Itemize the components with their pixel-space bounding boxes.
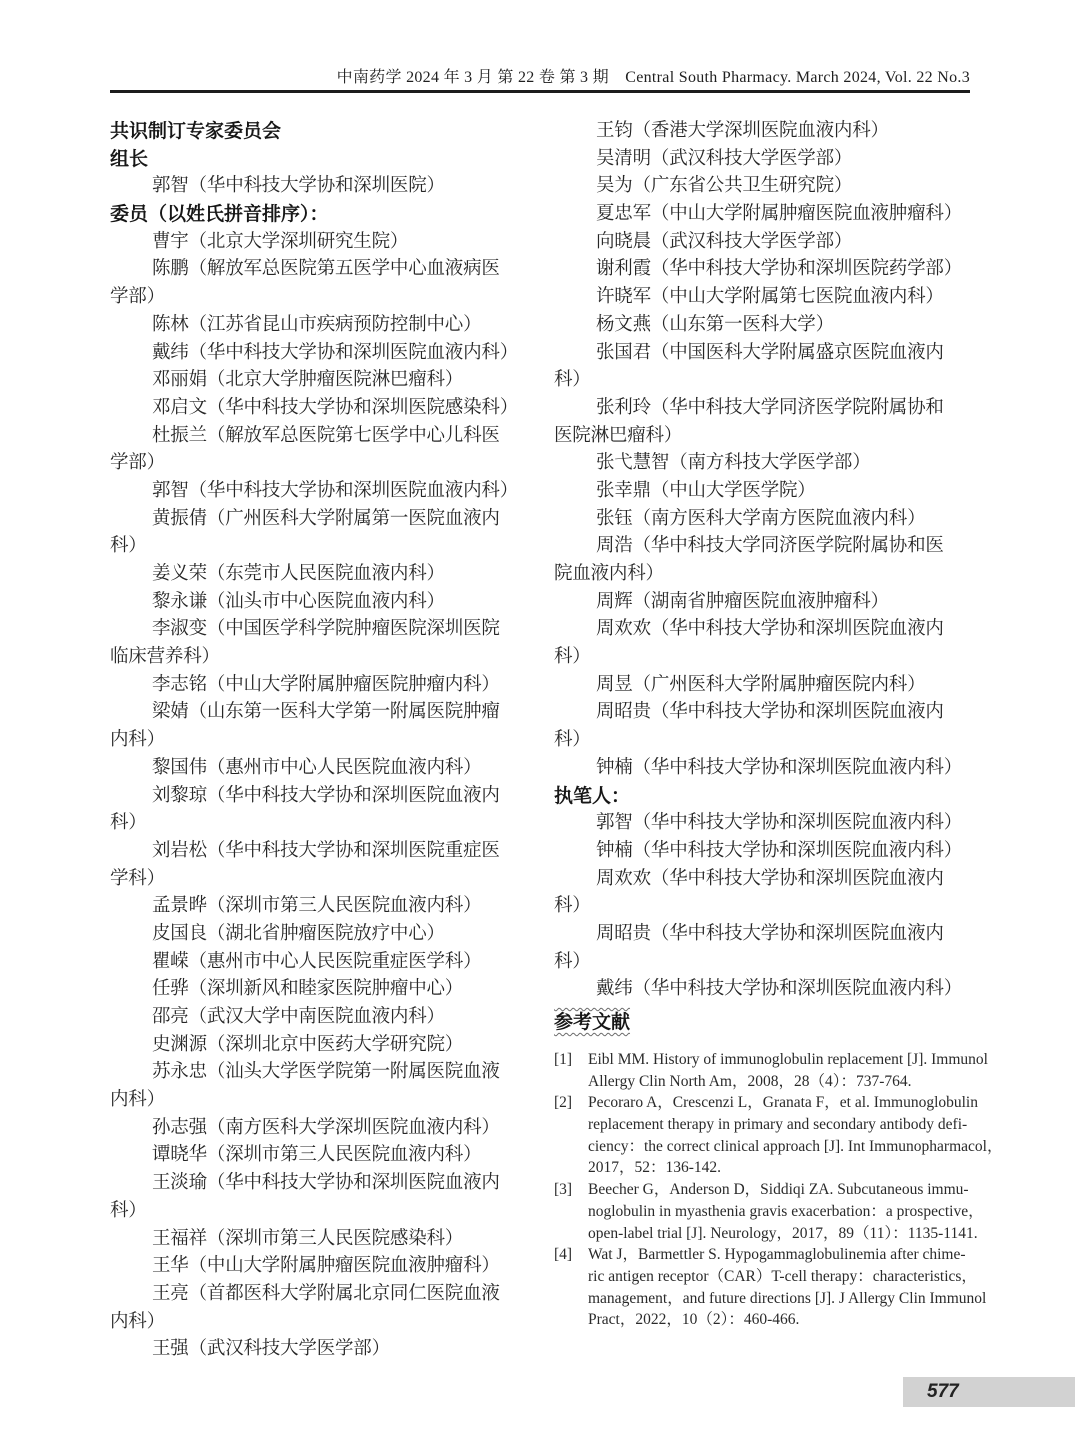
references-section <box>554 1010 1003 1331</box>
text-line: 内科） <box>110 1090 165 1111</box>
text-line: 科） <box>554 896 591 917</box>
text-line: 向晓晨（武汉科技大学医学部） <box>596 231 853 252</box>
text-line: 史渊源（深圳北京中医药大学研究院） <box>152 1034 464 1055</box>
reference-number: [3] <box>554 1181 573 1199</box>
text-line: 王亮（首都医科大学附属北京同仁医院血液 <box>152 1283 500 1304</box>
text-line: 科） <box>554 730 591 751</box>
text-line: 黎永谦（汕头市中心医院血液内科） <box>152 591 445 612</box>
text-line: 共识制订专家委员会 <box>110 121 282 142</box>
text-line: 邵亮（武汉大学中南医院血液内科） <box>152 1007 445 1027</box>
text-line: 周浩（华中科技大学同济医学院附属协和医 <box>596 536 944 557</box>
text-line: 科） <box>110 536 147 557</box>
text-line: 瞿嵘（惠州市中心人民医院重症医学科） <box>152 951 482 972</box>
text-line: 临床营养科） <box>110 647 220 668</box>
text-line: 执笔人： <box>554 785 631 807</box>
reference-text: ciency：the correct clinical approach [J]. Int Immunopharmacol， <box>588 1137 1003 1155</box>
text-line: 姜义荣（东莞市人民医院血液内科） <box>152 564 445 584</box>
text-line: 孙志强（南方医科大学深圳医院血液内科） <box>152 1117 500 1138</box>
text-line: 科） <box>110 813 147 834</box>
text-line: 院血液内科） <box>554 564 664 584</box>
reference-line <box>554 1049 988 1071</box>
reference-line <box>554 1136 1003 1158</box>
text-line: 张幸鼎（中山大学医学院） <box>596 480 816 501</box>
reference-text: management，and future directions [J]. J Allergy Clin Immunol <box>588 1289 987 1307</box>
text-line: 戴纬（华中科技大学协和深圳医院血液内科） <box>596 979 963 1000</box>
text-line: 杜振兰（解放军总医院第七医学中心儿科医 <box>152 425 500 446</box>
text-line: 郭智（华中科技大学协和深圳医院血液内科） <box>152 480 519 501</box>
header-rule <box>110 90 970 93</box>
text-line: 科） <box>554 647 591 668</box>
text-line: 钟楠（华中科技大学协和深圳医院血液内科） <box>596 840 963 861</box>
text-line: 郭智（华中科技大学协和深圳医院） <box>152 176 445 197</box>
text-line: 谭晓华（深圳市第三人民医院血液内科） <box>152 1145 482 1166</box>
text-line: 王华（中山大学附属肿瘤医院血液肿瘤科） <box>152 1256 500 1277</box>
text-line: 学科） <box>110 868 165 889</box>
reference-line <box>554 1201 984 1223</box>
text-line: 学部） <box>110 453 165 474</box>
text-line: 黎国伟（惠州市中心人民医院血液内科） <box>152 757 482 778</box>
page-number-box <box>903 1377 1075 1407</box>
text-line: 组长 <box>110 148 149 170</box>
text-line: 李志铭（中山大学附属肿瘤医院肿瘤内科） <box>152 674 500 695</box>
text-line: 刘岩松（华中科技大学协和深圳医院重症医 <box>152 840 500 861</box>
reference-line <box>554 1288 987 1310</box>
text-line: 科） <box>110 1200 147 1221</box>
reference-line <box>554 1266 978 1288</box>
reference-line <box>554 1092 978 1114</box>
text-line: 曹宇（北京大学深圳研究生院） <box>152 231 409 252</box>
text-line: 张利玲（华中科技大学同济医学院附属协和 <box>596 397 944 418</box>
text-line: 任骅（深圳新风和睦家医院肿瘤中心） <box>152 979 464 1000</box>
reference-line <box>554 1157 978 1179</box>
text-line: 郭智（华中科技大学协和深圳医院血液内科） <box>596 813 963 834</box>
reference-text: Pecoraro A，Crescenzi L，Granata F，et al. Immunoglobulin <box>588 1094 978 1112</box>
reference-line <box>554 1244 978 1266</box>
text-line: 张国君（中国医科大学附属盛京医院血液内 <box>596 342 944 363</box>
text-line: 周昱（广州医科大学附属肿瘤医院内科） <box>596 674 926 695</box>
text-line: 吴清明（武汉科技大学医学部） <box>596 148 853 169</box>
references-list <box>554 1049 1003 1331</box>
text-line: 谢利霞（华中科技大学协和深圳医院药学部） <box>596 259 963 280</box>
text-line: 许晓军（中山大学附属第七医院血液内科） <box>596 287 944 308</box>
reference-text: Wat J，Barmettler S. Hypogammaglobulinemia after chime- <box>588 1246 966 1264</box>
reference-line <box>554 1309 978 1331</box>
reference-text: replacement therapy in primary and secondary antibody defi- <box>588 1116 968 1134</box>
reference-number: [4] <box>554 1246 573 1264</box>
text-line: 陈林（江苏省昆山市疾病预防控制中心） <box>152 314 482 335</box>
text-line: 梁婧（山东第一医科大学第一附属医院肿瘤 <box>152 702 500 723</box>
reference-text: Allergy Clin North Am，2008，28（4）：737-764. <box>588 1072 912 1090</box>
text-line: 科） <box>554 951 591 972</box>
reference-line <box>554 1223 978 1245</box>
text-line: 委员（以姓氏拼音排序）： <box>110 204 329 226</box>
reference-text: Pract，2022，10（2）：460-466. <box>588 1311 800 1329</box>
text-line: 邓丽娟（北京大学肿瘤医院淋巴瘤科） <box>152 370 464 391</box>
page-number: 577 <box>927 1381 959 1402</box>
text-line: 周昭贵（华中科技大学协和深圳医院血液内 <box>596 923 944 944</box>
text-line: 学部） <box>110 287 165 308</box>
text-line: 周辉（湖南省肿瘤医院血液肿瘤科） <box>596 591 889 612</box>
text-line: 王强（武汉科技大学医学部） <box>152 1339 390 1360</box>
text-line: 张钰（南方医科大学南方医院血液内科） <box>596 508 926 529</box>
reference-line <box>554 1071 978 1093</box>
text-line: 夏忠军（中山大学附属肿瘤医院血液肿瘤科） <box>596 204 963 225</box>
references-heading: 参考文献 <box>554 1012 631 1033</box>
text-line: 王福祥（深圳市第三人民医院感染科） <box>152 1228 464 1249</box>
reference-text: ric antigen receptor（CAR）T-cell therapy：characteristics， <box>588 1267 977 1285</box>
text-line: 吴为（广东省公共卫生研究院） <box>596 176 853 197</box>
text-line: 戴纬（华中科技大学协和深圳医院血液内科） <box>152 342 519 363</box>
text-line: 张弋慧智（南方科技大学医学部） <box>596 453 871 474</box>
reference-line <box>554 1114 978 1136</box>
text-line: 内科） <box>110 1311 165 1332</box>
text-line: 钟楠（华中科技大学协和深圳医院血液内科） <box>596 757 963 778</box>
reference-number: [2] <box>554 1094 573 1112</box>
reference-number: [1] <box>554 1051 573 1068</box>
text-line: 李淑变（中国医学科学院肿瘤医院深圳医院 <box>152 619 500 640</box>
text-line: 王钧（香港大学深圳医院血液内科） <box>596 121 889 141</box>
committee-left-column <box>110 118 534 1364</box>
reference-text: noglobulin in myasthenia gravis exacerbation：a prospective， <box>588 1202 984 1220</box>
committee-right-column <box>554 118 1003 1331</box>
text-line: 周欢欢（华中科技大学协和深圳医院血液内 <box>596 619 944 640</box>
running-head: 中南药学 2024 年 3 月 第 22 卷 第 3 期 Central South Pharmacy. March 2024, Vol. 22 No.3 <box>336 69 970 86</box>
text-line: 内科） <box>110 730 165 751</box>
reference-line <box>554 1179 978 1201</box>
text-line: 刘黎琼（华中科技大学协和深圳医院血液内 <box>152 785 500 806</box>
text-line: 杨文燕（山东第一医科大学） <box>596 314 834 335</box>
reference-text: 2017，52：136-142. <box>588 1159 722 1177</box>
text-line: 陈鹏（解放军总医院第五医学中心血液病医 <box>152 259 500 280</box>
text-line: 皮国良（湖北省肿瘤医院放疗中心） <box>152 923 445 944</box>
reference-text: Eibl MM. History of immunoglobulin replacement [J]. Immunol <box>588 1051 988 1068</box>
reference-text: open-label trial [J]. Neurology，2017，89（11）：1135-1141. <box>588 1224 978 1242</box>
text-line: 周欢欢（华中科技大学协和深圳医院血液内 <box>596 868 944 889</box>
text-line: 医院淋巴瘤科） <box>554 425 683 446</box>
text-line: 黄振倩（广州医科大学附属第一医院血液内 <box>152 508 500 529</box>
text-line: 王淡瑜（华中科技大学协和深圳医院血液内 <box>152 1173 500 1194</box>
text-line: 邓启文（华中科技大学协和深圳医院感染科） <box>152 397 519 418</box>
text-line: 孟景晔（深圳市第三人民医院血液内科） <box>152 896 482 917</box>
text-line: 科） <box>554 370 591 391</box>
reference-text: Beecher G，Anderson D，Siddiqi ZA. Subcutaneous immu- <box>588 1181 969 1199</box>
text-line: 周昭贵（华中科技大学协和深圳医院血液内 <box>596 702 944 723</box>
right-column-lines <box>554 118 978 1004</box>
text-line: 苏永忠（汕头大学医学院第一附属医院血液 <box>152 1062 500 1083</box>
